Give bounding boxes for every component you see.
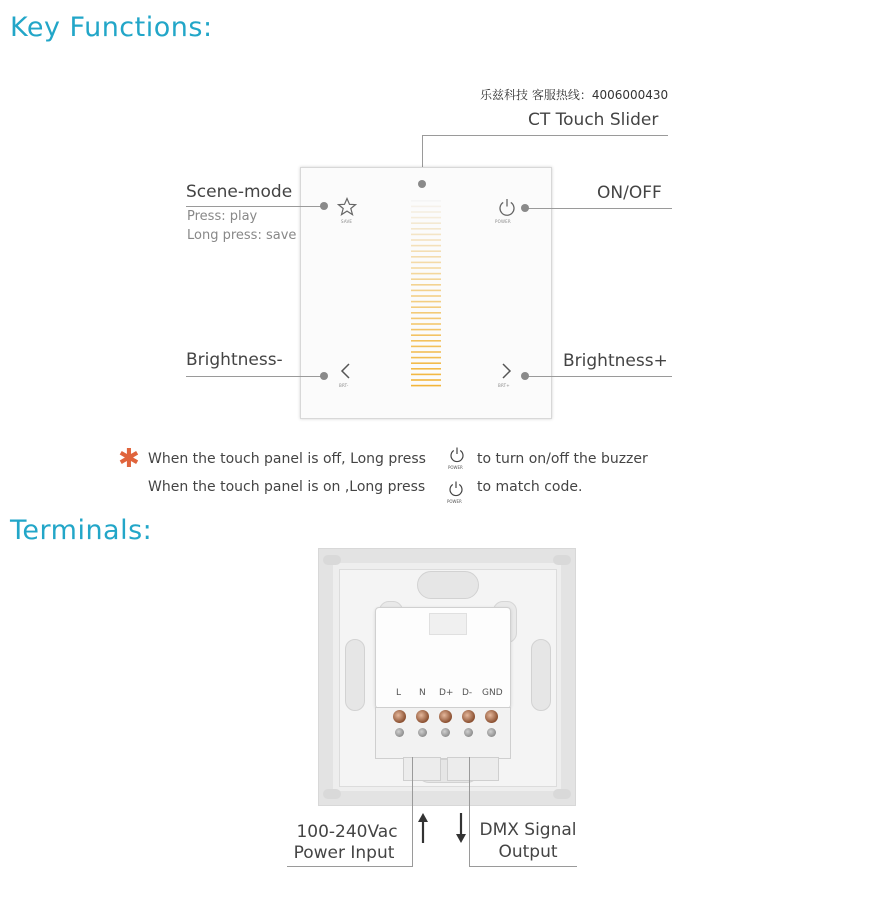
slider-segment — [411, 211, 441, 213]
brt-minus-caption: BRT- — [339, 383, 349, 388]
terminal-screw — [485, 710, 498, 723]
slider-segment — [411, 295, 441, 297]
ct-slider-leader-h — [422, 135, 668, 136]
slider-segment — [411, 379, 441, 381]
terminal-wire-port — [418, 728, 427, 737]
terminal-wire-port — [395, 728, 404, 737]
slider-segment — [411, 200, 441, 202]
brightness-plus-label: Brightness+ — [563, 351, 668, 371]
slider-segment — [411, 278, 441, 280]
slider-segment — [411, 284, 441, 286]
terminal-screw — [439, 710, 452, 723]
slider-segment — [411, 228, 441, 230]
slider-segment — [411, 206, 441, 208]
slider-segment — [411, 262, 441, 264]
slider-segment — [411, 290, 441, 292]
slider-segment — [411, 357, 441, 359]
chevron-right-icon[interactable] — [499, 362, 513, 380]
terminal-wire-port — [487, 728, 496, 737]
terminal-screw — [393, 710, 406, 723]
panel-back-view — [318, 548, 576, 806]
scene-mode-dot — [320, 202, 328, 210]
slider-segment — [411, 306, 441, 308]
dmx-leader — [469, 757, 470, 867]
slider-segment — [411, 301, 441, 303]
brightness-minus-label: Brightness- — [186, 350, 283, 370]
slider-segment — [411, 346, 441, 348]
star-icon[interactable] — [337, 197, 357, 217]
brightness-minus-leader — [186, 376, 324, 377]
slider-segment — [411, 222, 441, 224]
slider-segment — [411, 318, 441, 320]
scene-long-press-text: Long press: save — [187, 228, 297, 243]
scene-mode-label: Scene-mode — [186, 182, 293, 202]
brt-plus-caption: BRT+ — [498, 383, 510, 388]
power-input-line1: 100-240Vac — [296, 822, 398, 842]
terminal-screw — [462, 710, 475, 723]
terminal-label: D- — [462, 688, 473, 698]
terminal-wire-port — [441, 728, 450, 737]
note-line2-after: to match code. — [477, 479, 583, 495]
note-line1-before: When the touch panel is off, Long press — [148, 451, 426, 467]
ct-touch-slider[interactable] — [409, 196, 443, 392]
terminal-wire-port — [464, 728, 473, 737]
ct-slider-label: CT Touch Slider — [528, 110, 659, 130]
power-icon — [449, 446, 465, 463]
terminal-label: GND — [482, 688, 503, 698]
slider-segment — [411, 340, 441, 342]
power-caption: POWER — [495, 219, 511, 224]
note-power-caption: POWER — [447, 499, 462, 504]
power-icon[interactable] — [497, 197, 517, 217]
on-off-label: ON/OFF — [597, 183, 662, 203]
dmx-line2: Output — [498, 842, 558, 862]
slider-segment — [411, 217, 441, 219]
note-power-caption: POWER — [448, 465, 463, 470]
hotline-text: 乐兹科技 客服热线：4006000430 — [480, 88, 669, 102]
save-caption: SAVE — [341, 219, 353, 224]
power-icon — [448, 480, 464, 497]
note-line1-after: to turn on/off the buzzer — [477, 451, 648, 467]
slider-segment — [411, 267, 441, 269]
brightness-plus-leader — [525, 376, 672, 377]
chevron-left-icon[interactable] — [339, 362, 353, 380]
dmx-underline — [469, 866, 577, 867]
on-off-dot — [521, 204, 529, 212]
scene-press-text: Press: play — [187, 209, 258, 224]
slider-segment — [411, 239, 441, 241]
slider-segment — [411, 273, 441, 275]
slider-segment — [411, 385, 441, 387]
asterisk-icon: ✱ — [118, 444, 140, 474]
slider-segment — [411, 234, 441, 236]
key-functions-title: Key Functions: — [10, 12, 213, 43]
slider-segment — [411, 334, 441, 336]
arrow-down-icon — [455, 812, 467, 844]
slider-segment — [411, 256, 441, 258]
slider-segment — [411, 250, 441, 252]
slider-segment — [411, 245, 441, 247]
dmx-line1: DMX Signal — [479, 820, 577, 840]
brightness-plus-dot — [521, 372, 529, 380]
slider-segment — [411, 351, 441, 353]
brightness-minus-dot — [320, 372, 328, 380]
arrow-up-icon — [417, 812, 429, 844]
on-off-leader — [525, 208, 672, 209]
slider-segment — [411, 312, 441, 314]
terminal-label: L — [396, 688, 402, 698]
slider-segment — [411, 362, 441, 364]
slider-segment — [411, 329, 441, 331]
terminal-screw — [416, 710, 429, 723]
slider-segment — [411, 368, 441, 370]
slider-segment — [411, 323, 441, 325]
terminals-title: Terminals: — [10, 515, 153, 546]
terminal-label: D+ — [439, 688, 454, 698]
touch-panel — [300, 167, 552, 419]
power-input-leader — [412, 757, 413, 867]
scene-mode-leader — [186, 206, 324, 207]
slider-segment — [411, 374, 441, 376]
power-input-line2: Power Input — [293, 843, 395, 863]
slider-dot — [418, 180, 426, 188]
note-line2-before: When the touch panel is on ,Long press — [148, 479, 426, 495]
power-input-underline — [287, 866, 412, 867]
terminal-label: N — [419, 688, 426, 698]
